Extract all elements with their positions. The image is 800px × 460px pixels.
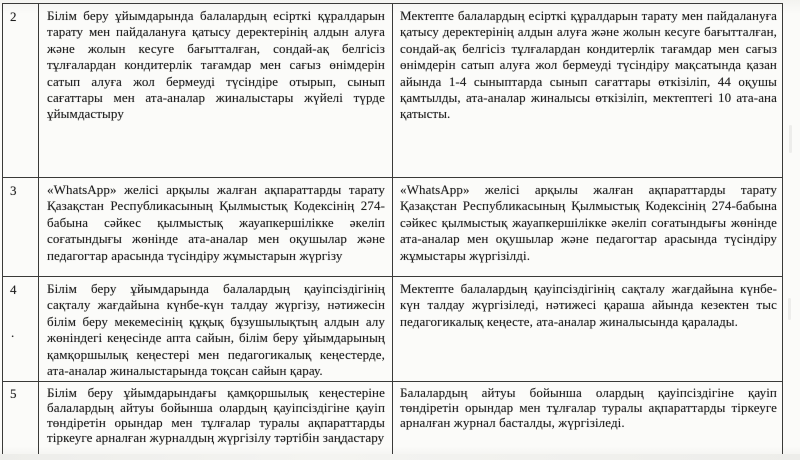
- row-number: 5: [10, 386, 17, 402]
- measure-text-cell: Білім беру ұйымдарында балалардың есірткі құралдарын тарату мен пайдалануға қатысу деректерінің алдын алуға және жолын кесуге бағытталған, сондай-ақ белгісіз тұлғалардан кондитерлік тағамдар мен сағыз өнімдерін сатып алуға жол бермеуді түсіндіре отырып, сынып сағаттары мен ата-аналар жиналыстары жүйелі түрде ұйымдастыру: [39, 4, 393, 177]
- row-number-cell: [3, 178, 39, 276]
- row-number-cell: [3, 382, 39, 457]
- table-row: [3, 382, 782, 457]
- row-number-cell: [3, 4, 39, 177]
- row-number: 2: [10, 9, 17, 24]
- report-table: [2, 3, 783, 458]
- result-text-cell: Мектепте балалардың есірткі құралдарын тарату мен пайдалануға қатысу деректерінің алдын алуға және жолын кесуге бағытталған, сондай-ақ белгісіз тұлғалардан кондитерлік тағамдар мен сағыз өнімдерін сатып алуға жол бермеуді түсіндіру мақсатында қазан айында 1-4 сыныптарда сынып сағаттары өткізіліп, 44 оқушы қамтылды, ата-аналар жиналысы өткізіліп, мектептегі 10 ата-ана қатысты.: [400, 8, 777, 122]
- table-row: [3, 178, 782, 277]
- result-text-cell: «WhatsApp» желісі арқылы жалған ақпараттарды тарату Қазақстан Республикасының Қылмыстық Кодексінің 274-бабына сәйкес қылмыстық жауапкершілікке әкеліп соғатындығы жөнінде ата-аналар мен оқушылар және педагогтар арасында түсіндіру жұмыстары жүргізілді.: [400, 182, 777, 263]
- scan-artifact: [788, 298, 791, 320]
- row-number: 4: [10, 282, 17, 297]
- measure-text-cell: «WhatsApp» желісі арқылы жалған ақпараттарды тарату Қазақстан Республикасының Қылмыстық Кодексінің 274-бабына сәйкес қылмыстық жауапкершілікке әкеліп соғатындығы жөнінде ата-аналар мен оқушылар және педагогтар арасында түсіндіру жұмыстарын жүргізу: [39, 178, 393, 276]
- measure-text-cell: Білім беру ұйымдарындағы қамқоршылық кеңестеріне балалардың айтуы бойынша олардың қауіпсіздігіне қауіп төндіретін орындар мен тұлғалар туралы ақпараттарды тіркеуге арналған журналдың жүргізілу тәртібін заңдастару: [39, 382, 393, 457]
- result-text-cell: Балалардың айтуы бойынша олардың қауіпсіздігіне қауіп төндіретін орындар мен тұлғалар туралы ақпараттарды тіркеуге арналған журнал басталды, жүргізіледі.: [400, 385, 777, 431]
- row-number-cell: [3, 277, 39, 381]
- table-row: [3, 277, 782, 382]
- row-number: 3: [10, 183, 17, 198]
- row-number-dot: .: [11, 325, 15, 341]
- scan-edge-strip: [0, 454, 800, 460]
- scan-artifact: [789, 125, 792, 153]
- table-row: [3, 4, 782, 178]
- result-text-cell: Мектепте балалардың қауіпсіздігінің сақталу жағдайына күнбе-күн талдау жүргізіледі, нәтижесі қараша айында кезектен тыс педагогикалық кеңесте, ата-аналар жиналысында қаралады.: [400, 281, 777, 329]
- measure-text-cell: Білім беру ұйымдарында балалардың қауіпсіздігінің сақталу жағдайына күнбе-күн талдау жүргізу, нәтижесін білім беру мекемесінің құқық бұзушылықтың алдын алу жөніндегі кеңесінде апта сайын, білім беру ұйымдарының қамқоршылық кеңестері мен педагогикалық кеңестерде, ата-аналар жиналыстарында тоқсан сайын қарау.: [39, 277, 393, 381]
